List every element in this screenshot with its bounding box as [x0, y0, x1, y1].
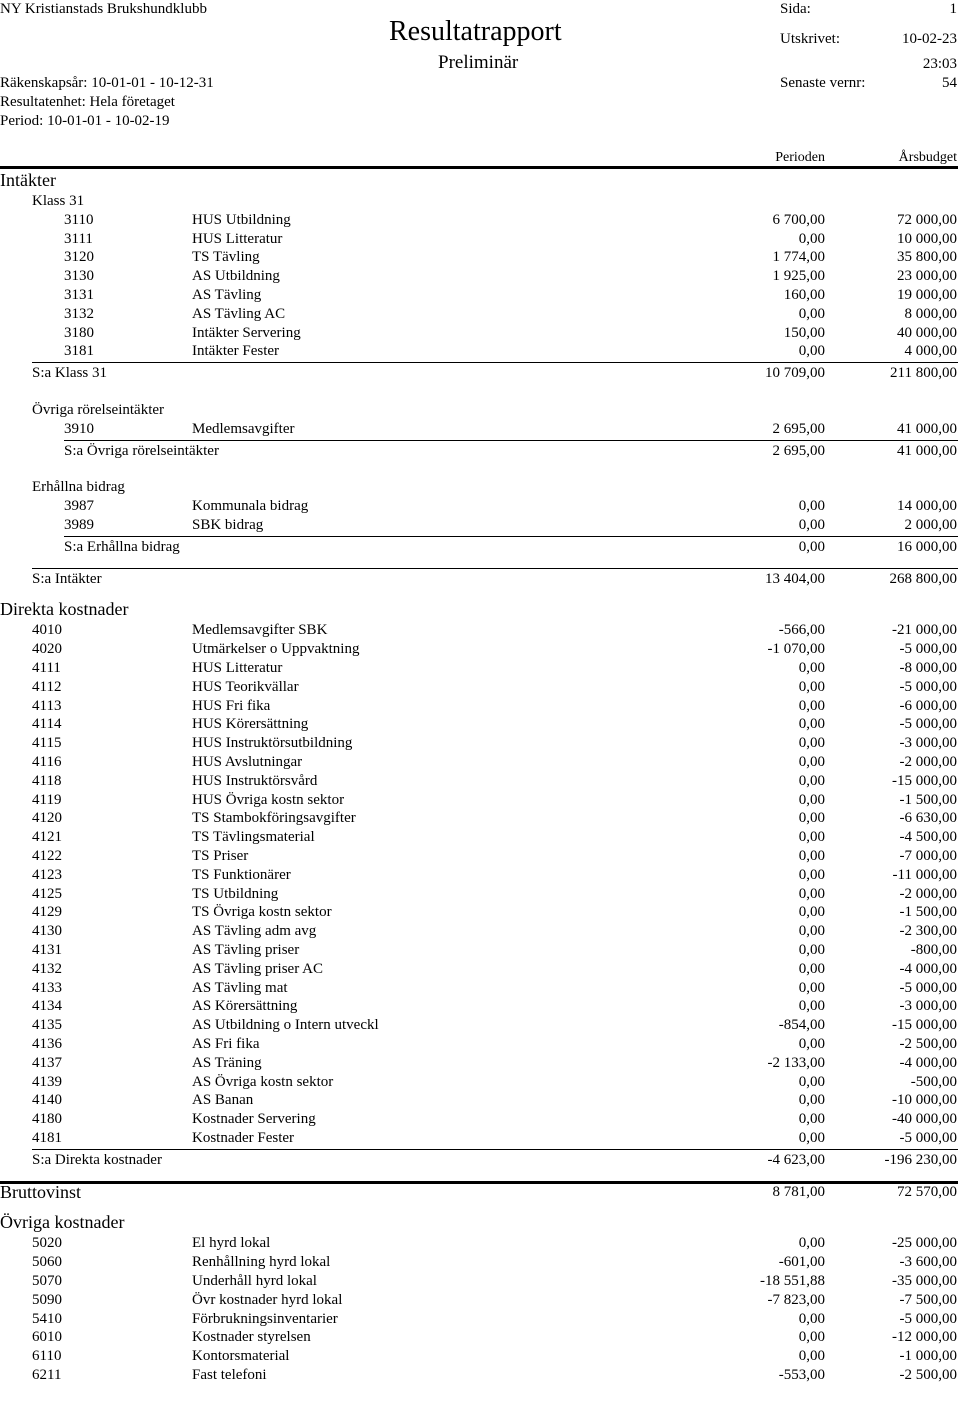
account-name: Kostnader Servering [192, 1111, 316, 1128]
period-amount: 0,00 [798, 791, 825, 808]
account-name: TS Priser [192, 848, 249, 864]
account-row [0, 286, 958, 304]
budget-amount: 35 800,00 [897, 249, 957, 266]
budget-amount: -40 000,00 [892, 1111, 957, 1128]
period-amount: 150,00 [783, 324, 825, 341]
account-row [0, 1253, 958, 1271]
account-name: Kontorsmaterial [192, 1348, 290, 1365]
budget-amount: 41 000,00 [897, 420, 957, 437]
account-name: Intäkter Servering [192, 324, 301, 341]
budget-amount: -21 000,00 [892, 622, 957, 639]
period-amount: 8 781,00 [772, 1183, 825, 1200]
account-row [0, 997, 958, 1015]
account-name: TS Utbildning [192, 885, 279, 902]
account-number: 3180 [64, 324, 94, 341]
sum-label: S:a Klass 31 [32, 365, 107, 382]
account-row [0, 1234, 958, 1252]
account-row [0, 941, 958, 959]
organization-name: NY Kristianstads Brukshundklubb [0, 1, 207, 17]
account-name: HUS Litteratur [192, 230, 283, 247]
budget-amount: -12 000,00 [892, 1329, 957, 1346]
period-amount: 0,00 [798, 1348, 825, 1365]
account-name: Fast telefoni [192, 1367, 267, 1383]
section-heading [0, 1213, 958, 1231]
period-amount: 0,00 [798, 810, 825, 827]
account-row [0, 960, 958, 978]
column-header-period: Perioden [775, 150, 825, 165]
sum-label: S:a Erhållna bidrag [64, 538, 180, 555]
account-row [0, 1091, 958, 1109]
account-name: Kommunala bidrag [192, 498, 309, 515]
last-ver-label: Senaste vernr: [780, 75, 866, 91]
account-number: 4113 [32, 697, 62, 714]
account-row [0, 1272, 958, 1290]
period-amount: 0,00 [798, 343, 825, 360]
account-row [0, 903, 958, 921]
budget-amount: 268 800,00 [889, 570, 957, 587]
account-row [0, 230, 958, 248]
budget-amount: -3 000,00 [899, 998, 957, 1015]
account-name: Intäkter Fester [192, 343, 280, 360]
period-amount: 0,00 [798, 754, 825, 770]
account-row [0, 715, 958, 733]
budget-amount: -5 000,00 [899, 1130, 957, 1146]
account-row [0, 342, 958, 360]
account-number: 4123 [32, 866, 62, 883]
account-number: 4133 [32, 979, 62, 996]
budget-amount: -1 500,00 [899, 904, 957, 921]
account-number: 4010 [32, 622, 62, 639]
budget-amount: -196 230,00 [884, 1151, 957, 1168]
account-row [0, 324, 958, 342]
account-row [0, 621, 958, 639]
account-number: 4119 [32, 791, 62, 808]
account-number: 3130 [64, 268, 94, 285]
budget-amount: 16 000,00 [897, 538, 957, 555]
account-number: 3131 [64, 287, 94, 303]
account-row [0, 211, 958, 229]
budget-amount: -3 600,00 [899, 1254, 957, 1271]
account-number: 4122 [32, 848, 62, 864]
account-number: 3987 [64, 498, 94, 515]
period-amount: 0,00 [798, 697, 825, 714]
account-number: 4137 [32, 1054, 62, 1071]
account-name: HUS Körersättning [192, 716, 309, 733]
report-period: Period: 10-01-01 - 10-02-19 [0, 113, 170, 129]
account-row [0, 772, 958, 790]
account-name: AS Körersättning [192, 998, 298, 1015]
budget-amount: -5 000,00 [899, 678, 957, 695]
budget-amount: 10 000,00 [897, 230, 957, 247]
period-amount: 0,00 [798, 1310, 825, 1327]
budget-amount: -6 000,00 [899, 697, 957, 714]
budget-amount: -4 500,00 [899, 829, 957, 846]
period-amount: 0,00 [798, 979, 825, 996]
account-name: HUS Teorikvällar [192, 678, 299, 695]
account-number: 4114 [32, 716, 62, 733]
budget-amount: -500,00 [910, 1073, 957, 1090]
period-amount: -4 623,00 [767, 1151, 825, 1168]
budget-amount: 40 000,00 [897, 324, 957, 341]
period-amount: 0,00 [798, 538, 825, 555]
account-row [0, 1035, 958, 1053]
account-row [0, 497, 958, 515]
account-name: Medlemsavgifter [192, 420, 295, 437]
account-name: AS Tävling [192, 287, 262, 303]
account-row [0, 1073, 958, 1091]
budget-amount: 14 000,00 [897, 498, 957, 515]
budget-amount: 211 800,00 [890, 365, 957, 382]
budget-amount: 4 000,00 [904, 343, 957, 360]
account-number: 4131 [32, 942, 62, 958]
account-row [0, 753, 958, 771]
budget-amount: -15 000,00 [892, 1017, 957, 1034]
account-name: TS Tävling [192, 249, 260, 266]
period-amount: 0,00 [798, 960, 825, 977]
sum-label: S:a Direkta kostnader [32, 1151, 162, 1168]
account-number: 4140 [32, 1092, 62, 1109]
account-name: Kostnader Fester [192, 1130, 295, 1146]
account-row [0, 1016, 958, 1034]
budget-amount: -6 630,00 [899, 810, 957, 827]
account-number: 4112 [32, 678, 62, 695]
sum-row [0, 442, 958, 460]
account-name: Renhållning hyrd lokal [192, 1254, 331, 1271]
account-row [0, 979, 958, 997]
account-number: 5410 [32, 1310, 62, 1327]
account-name: Förbrukningsinventarier [192, 1310, 338, 1327]
budget-amount: -2 300,00 [899, 923, 957, 940]
period-amount: 0,00 [798, 305, 825, 322]
account-row [0, 1291, 958, 1309]
budget-amount: -1 000,00 [899, 1348, 957, 1365]
account-name: Kostnader styrelsen [192, 1329, 311, 1346]
account-row [0, 1310, 958, 1328]
sum-row [0, 570, 958, 588]
header-rule [0, 166, 958, 169]
page-number: 1 [949, 1, 957, 17]
account-number: 3111 [64, 230, 93, 247]
period-amount: 0,00 [798, 735, 825, 752]
account-row [0, 1110, 958, 1128]
account-number: 3989 [64, 517, 94, 533]
account-row [0, 1054, 958, 1072]
period-amount: -566,00 [778, 622, 825, 639]
account-name: AS Fri fika [192, 1036, 260, 1052]
budget-amount: -25 000,00 [892, 1235, 957, 1252]
period-amount: 0,00 [798, 998, 825, 1015]
account-name: AS Tävling priser [192, 942, 300, 958]
account-number: 4130 [32, 923, 62, 940]
account-number: 4115 [32, 735, 62, 752]
account-row [0, 1366, 958, 1384]
budget-amount: 23 000,00 [897, 268, 957, 285]
period-amount: 0,00 [798, 848, 825, 864]
fiscal-year: Räkenskapsår: 10-01-01 - 10-12-31 [0, 75, 214, 91]
account-name: TS Stambokföringsavgifter [192, 810, 356, 827]
account-name: Övr kostnader hyrd lokal [192, 1291, 343, 1308]
account-number: 4139 [32, 1073, 62, 1090]
account-number: 3181 [64, 343, 94, 360]
account-name: HUS Övriga kostn sektor [192, 791, 345, 808]
period-amount: 0,00 [798, 660, 825, 676]
account-number: 5020 [32, 1235, 62, 1252]
account-number: 3110 [64, 211, 94, 228]
period-amount: 0,00 [798, 716, 825, 733]
account-number: 4134 [32, 998, 62, 1015]
period-amount: 0,00 [798, 923, 825, 940]
period-amount: -7 823,00 [767, 1291, 825, 1308]
account-number: 4135 [32, 1017, 62, 1034]
account-row [0, 734, 958, 752]
period-amount: 0,00 [798, 678, 825, 695]
account-name: Underhåll hyrd lokal [192, 1273, 317, 1289]
budget-amount: -8 000,00 [899, 660, 957, 676]
account-row [0, 420, 958, 438]
account-number: 5070 [32, 1273, 62, 1289]
budget-amount: -7 000,00 [899, 848, 957, 864]
period-amount: 0,00 [798, 1036, 825, 1052]
period-amount: 0,00 [798, 517, 825, 533]
account-row [0, 791, 958, 809]
result-unit: Resultatenhet: Hela företaget [0, 94, 175, 110]
total-row [0, 1183, 958, 1201]
budget-amount: -7 500,00 [899, 1291, 957, 1308]
account-row [0, 678, 958, 696]
account-name: HUS Litteratur [192, 660, 283, 676]
period-amount: -854,00 [778, 1017, 825, 1034]
budget-amount: -5 000,00 [899, 641, 957, 658]
column-header-budget: Årsbudget [898, 150, 957, 165]
account-row [0, 922, 958, 940]
account-name: AS Utbildning o Intern utveckl [192, 1017, 379, 1034]
period-amount: 0,00 [798, 1073, 825, 1090]
period-amount: 1 774,00 [772, 249, 825, 266]
account-row [0, 847, 958, 865]
account-number: 4120 [32, 810, 62, 827]
period-amount: 0,00 [798, 1329, 825, 1346]
account-name: HUS Instruktörsutbildning [192, 735, 353, 752]
account-number: 4180 [32, 1111, 62, 1128]
budget-amount: -1 500,00 [899, 791, 957, 808]
account-row [0, 1129, 958, 1147]
period-amount: 0,00 [798, 885, 825, 902]
period-amount: 0,00 [798, 498, 825, 515]
account-name: HUS Utbildning [192, 211, 291, 228]
account-name: AS Tävling priser AC [192, 960, 323, 977]
account-number: 3910 [64, 420, 94, 437]
period-amount: -2 133,00 [767, 1054, 825, 1071]
period-amount: 1 925,00 [772, 268, 825, 285]
budget-amount: -4 000,00 [899, 960, 957, 977]
account-number: 4121 [32, 829, 62, 846]
period-amount: 0,00 [798, 1092, 825, 1109]
account-name: AS Utbildning [192, 268, 280, 285]
sum-row [0, 538, 958, 556]
period-amount: 0,00 [798, 1235, 825, 1252]
budget-amount: -5 000,00 [899, 1310, 957, 1327]
report-subtitle: Preliminär [438, 52, 519, 73]
account-number: 6010 [32, 1329, 62, 1346]
budget-amount: -15 000,00 [892, 772, 957, 789]
budget-amount: 72 000,00 [897, 211, 957, 228]
budget-amount: 72 570,00 [897, 1183, 957, 1200]
account-name: AS Banan [192, 1092, 254, 1109]
printed-date: 10-02-23 [902, 31, 957, 47]
account-name: Utmärkelser o Uppvaktning [192, 641, 360, 658]
period-amount: 13 404,00 [765, 570, 825, 587]
account-name: Medlemsavgifter SBK [192, 622, 328, 639]
budget-amount: -3 000,00 [899, 735, 957, 752]
budget-amount: -11 000,00 [892, 866, 957, 883]
account-name: HUS Instruktörsvård [192, 772, 318, 789]
page-label: Sida: [780, 1, 811, 17]
account-name: AS Tävling adm avg [192, 923, 317, 940]
last-ver-number: 54 [942, 75, 957, 91]
sum-row [0, 364, 958, 382]
account-row [0, 885, 958, 903]
printed-time: 23:03 [922, 56, 957, 72]
account-name: TS Tävlingsmaterial [192, 829, 315, 846]
account-number: 4020 [32, 641, 62, 658]
account-name: AS Övriga kostn sektor [192, 1073, 334, 1090]
account-number: 4181 [32, 1130, 62, 1146]
account-number: 4132 [32, 960, 62, 977]
period-amount: 2 695,00 [772, 442, 825, 459]
period-amount: 0,00 [798, 772, 825, 789]
section-heading-label: Övriga kostnader [0, 1212, 125, 1233]
budget-amount: -10 000,00 [892, 1092, 957, 1109]
sum-row [0, 1151, 958, 1169]
account-row [0, 809, 958, 827]
account-name: AS Tävling AC [192, 305, 286, 322]
period-amount: -601,00 [778, 1254, 825, 1271]
account-name: TS Övriga kostn sektor [192, 904, 332, 921]
account-number: 5090 [32, 1291, 62, 1308]
period-amount: 6 700,00 [772, 211, 825, 228]
account-row [0, 516, 958, 534]
budget-amount: -2 500,00 [899, 1036, 957, 1052]
period-amount: 2 695,00 [772, 420, 825, 437]
section-heading-label: Intäkter [0, 170, 56, 190]
report-title: Resultatrapport [389, 16, 562, 47]
period-amount: 0,00 [798, 866, 825, 883]
budget-amount: 2 000,00 [904, 517, 957, 533]
account-row [0, 866, 958, 884]
account-number: 4111 [32, 660, 61, 676]
period-amount: 0,00 [798, 1111, 825, 1128]
account-name: El hyrd lokal [192, 1235, 271, 1252]
account-number: 6211 [32, 1367, 62, 1383]
account-row [0, 659, 958, 677]
budget-amount: -2 000,00 [899, 754, 957, 770]
account-row [0, 697, 958, 715]
budget-amount: 19 000,00 [897, 287, 957, 303]
account-name: HUS Avslutningar [192, 754, 303, 770]
account-name: HUS Fri fika [192, 697, 271, 714]
period-amount: -1 070,00 [767, 641, 825, 658]
budget-amount: -5 000,00 [899, 716, 957, 733]
group-heading-label: Övriga rörelseintäkter [32, 402, 165, 418]
account-row [0, 828, 958, 846]
total-label: Bruttovinst [0, 1181, 82, 1202]
account-number: 6110 [32, 1348, 62, 1365]
account-row [0, 1347, 958, 1365]
section-heading [0, 171, 958, 189]
account-number: 5060 [32, 1254, 62, 1271]
period-amount: 0,00 [798, 1130, 825, 1146]
account-number: 4136 [32, 1036, 62, 1052]
account-name: AS Tävling mat [192, 979, 288, 996]
budget-amount: -4 000,00 [899, 1054, 957, 1071]
account-row [0, 267, 958, 285]
section-heading-label: Direkta kostnader [0, 599, 129, 620]
period-amount: 0,00 [798, 230, 825, 247]
group-heading-label: Erhållna bidrag [32, 479, 125, 496]
sum-label: S:a Intäkter [32, 570, 102, 587]
group-heading-label: Klass 31 [32, 193, 85, 209]
account-row [0, 248, 958, 266]
account-name: SBK bidrag [192, 517, 264, 533]
budget-amount: -5 000,00 [899, 979, 957, 996]
budget-amount: 41 000,00 [897, 442, 957, 459]
account-number: 4116 [32, 754, 62, 770]
account-number: 3132 [64, 305, 94, 322]
budget-amount: 8 000,00 [904, 305, 957, 322]
period-amount: 0,00 [798, 904, 825, 921]
sum-label: S:a Övriga rörelseintäkter [64, 442, 219, 459]
account-name: TS Funktionärer [192, 866, 291, 883]
budget-amount: -35 000,00 [892, 1273, 957, 1289]
period-amount: -553,00 [778, 1367, 825, 1383]
budget-amount: -2 000,00 [899, 885, 957, 902]
account-name: AS Träning [192, 1054, 262, 1071]
period-amount: -18 551,88 [760, 1273, 825, 1289]
period-amount: 10 709,00 [765, 365, 825, 382]
account-number: 4129 [32, 904, 62, 921]
period-amount: 0,00 [798, 829, 825, 846]
account-number: 3120 [64, 249, 94, 266]
budget-amount: -800,00 [910, 942, 957, 958]
period-amount: 160,00 [783, 287, 825, 303]
section-heading [0, 600, 958, 618]
budget-amount: -2 500,00 [899, 1367, 957, 1383]
printed-label: Utskrivet: [780, 31, 840, 47]
account-number: 4118 [32, 772, 62, 789]
account-number: 4125 [32, 885, 62, 902]
account-row [0, 1328, 958, 1346]
account-row [0, 305, 958, 323]
account-row [0, 640, 958, 658]
period-amount: 0,00 [798, 942, 825, 958]
